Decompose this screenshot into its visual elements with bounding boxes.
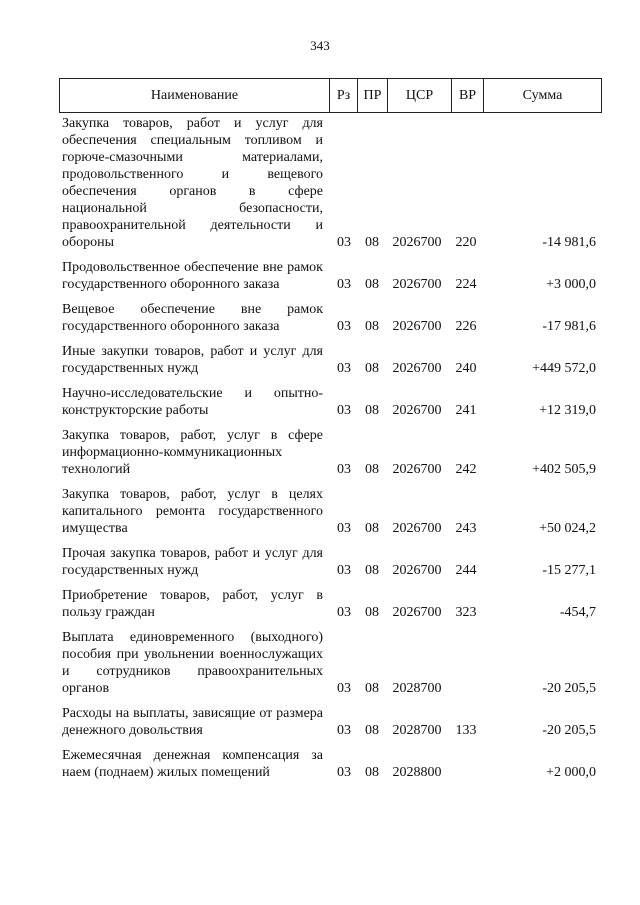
cell-csr: 2026700: [392, 403, 442, 418]
cell-sum: -454,7: [559, 605, 596, 620]
cell-rz: 03: [337, 235, 351, 250]
table-row: [62, 301, 602, 335]
cell-csr: 2028800: [392, 765, 442, 780]
table-row: [62, 115, 602, 251]
cell-name: Приобретение товаров, работ, услуг в пользу граждан: [62, 588, 323, 620]
cell-pr: 08: [365, 605, 379, 620]
cell-rz: 03: [337, 723, 351, 738]
cell-name: Вещевое обеспечение вне рамок государственного оборонного заказа: [62, 302, 323, 334]
cell-pr: 08: [365, 403, 379, 418]
cell-vr: 244: [455, 563, 477, 578]
header-csr: ЦСР: [387, 79, 451, 112]
table-body: [62, 115, 602, 789]
cell-pr: 08: [365, 462, 379, 477]
table-row: [62, 486, 602, 537]
cell-pr: 08: [365, 723, 379, 738]
cell-sum: +12 319,0: [539, 403, 596, 418]
cell-vr: 220: [455, 235, 477, 250]
cell-rz: 03: [337, 319, 351, 334]
cell-pr: 08: [365, 319, 379, 334]
cell-rz: 03: [337, 277, 351, 292]
cell-sum: +50 024,2: [539, 521, 596, 536]
cell-rz: 03: [337, 361, 351, 376]
cell-name: Расходы на выплаты, зависящие от размера денежного довольствия: [62, 706, 323, 738]
cell-vr: 240: [455, 361, 477, 376]
table-row: [62, 587, 602, 621]
cell-pr: 08: [365, 681, 379, 696]
cell-name: Закупка товаров, работ, услуг в сфере информационно-коммуникационных технологий: [62, 428, 323, 477]
header-vr: ВР: [451, 79, 483, 112]
cell-vr: 241: [455, 403, 477, 418]
cell-name: Научно-исследовательские и опытно-конструкторские работы: [62, 386, 323, 418]
table-row: [62, 747, 602, 781]
cell-sum: +402 505,9: [532, 462, 596, 477]
cell-name: Ежемесячная денежная компенсация за наем (поднаем) жилых помещений: [62, 748, 323, 780]
cell-vr: 323: [455, 605, 477, 620]
table-row: [62, 427, 602, 478]
cell-name: Иные закупки товаров, работ и услуг для государственных нужд: [62, 344, 323, 376]
cell-rz: 03: [337, 765, 351, 780]
cell-sum: +449 572,0: [532, 361, 596, 376]
cell-rz: 03: [337, 521, 351, 536]
header-rz: Рз: [329, 79, 357, 112]
cell-vr: 226: [455, 319, 477, 334]
cell-csr: 2028700: [392, 681, 442, 696]
table-row: [62, 385, 602, 419]
cell-name: Закупка товаров, работ и услуг для обеспечения специальным топливом и горюче-смазочными материалами, продовольственного и вещевого обеспечения органов в сфере национальной безопасности, правоохранительной деятельности и обороны: [62, 116, 323, 250]
cell-csr: 2026700: [392, 319, 442, 334]
cell-sum: -15 277,1: [542, 563, 596, 578]
cell-sum: -17 981,6: [542, 319, 596, 334]
cell-name: Прочая закупка товаров, работ и услуг для государственных нужд: [62, 546, 323, 578]
cell-csr: 2026700: [392, 361, 442, 376]
cell-pr: 08: [365, 235, 379, 250]
cell-rz: 03: [337, 563, 351, 578]
cell-csr: 2026700: [392, 277, 442, 292]
cell-name: Выплата единовременного (выходного) пособия при увольнении военнослужащих и сотрудников правоохранительных органов: [62, 630, 323, 696]
cell-name: Продовольственное обеспечение вне рамок государственного оборонного заказа: [62, 260, 323, 292]
cell-rz: 03: [337, 403, 351, 418]
cell-csr: 2026700: [392, 462, 442, 477]
table-row: [62, 629, 602, 697]
table-row: [62, 545, 602, 579]
cell-rz: 03: [337, 681, 351, 696]
table-row: [62, 259, 602, 293]
cell-rz: 03: [337, 605, 351, 620]
table-row: [62, 705, 602, 739]
cell-csr: 2026700: [392, 235, 442, 250]
cell-name: Закупка товаров, работ, услуг в целях капитального ремонта государственного имущества: [62, 487, 323, 536]
table-header: [59, 78, 602, 113]
cell-sum: +2 000,0: [546, 765, 596, 780]
cell-sum: -20 205,5: [542, 723, 596, 738]
cell-vr: 224: [455, 277, 477, 292]
cell-pr: 08: [365, 277, 379, 292]
cell-vr: 243: [455, 521, 477, 536]
cell-sum: -14 981,6: [542, 235, 596, 250]
cell-pr: 08: [365, 765, 379, 780]
cell-pr: 08: [365, 521, 379, 536]
cell-sum: -20 205,5: [542, 681, 596, 696]
cell-csr: 2026700: [392, 521, 442, 536]
header-pr: ПР: [357, 79, 387, 112]
cell-pr: 08: [365, 361, 379, 376]
cell-csr: 2026700: [392, 563, 442, 578]
page-number: 343: [310, 38, 330, 53]
cell-vr: 242: [455, 462, 477, 477]
cell-sum: +3 000,0: [546, 277, 596, 292]
cell-csr: 2028700: [392, 723, 442, 738]
header-name: Наименование: [150, 87, 239, 103]
cell-pr: 08: [365, 563, 379, 578]
cell-csr: 2026700: [392, 605, 442, 620]
cell-rz: 03: [337, 462, 351, 477]
cell-vr: 133: [455, 723, 477, 738]
table-row: [62, 343, 602, 377]
header-sum: Сумма: [483, 79, 601, 112]
